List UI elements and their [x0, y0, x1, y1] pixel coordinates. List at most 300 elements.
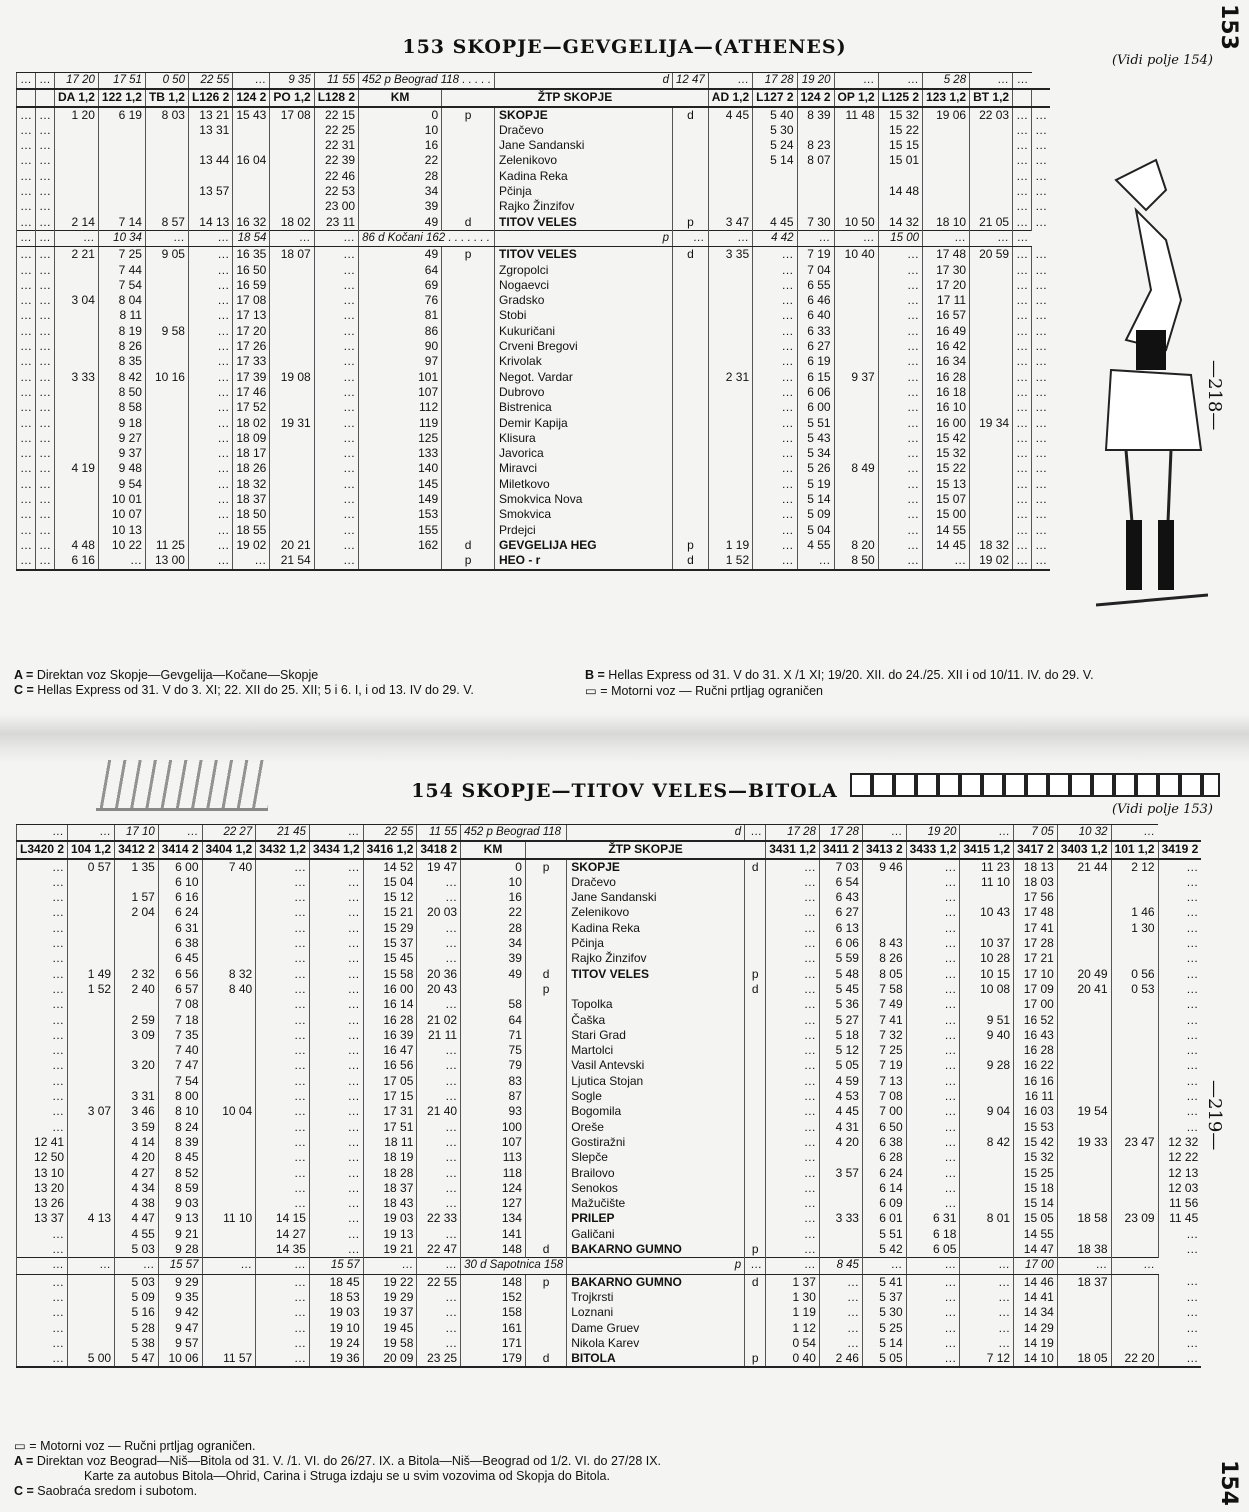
- km-cell: 39: [359, 199, 442, 214]
- km-cell: 133: [359, 446, 442, 461]
- time-cell: 5 00: [68, 1351, 115, 1367]
- time-cell: …: [1032, 477, 1051, 492]
- time-cell: [68, 1336, 115, 1351]
- time-cell: …: [417, 1321, 461, 1336]
- time-cell: …: [256, 1166, 310, 1181]
- time-cell: 19 58: [363, 1336, 417, 1351]
- time-cell: 10 08: [960, 982, 1014, 997]
- time-cell: …: [819, 1321, 862, 1336]
- time-cell: 15 29: [363, 921, 417, 936]
- station-name: Topolka: [567, 997, 745, 1012]
- time-cell: 6 14: [862, 1181, 906, 1196]
- time-cell: 22 03: [970, 107, 1013, 123]
- time-cell: …: [17, 385, 36, 400]
- time-cell: 14 55: [923, 523, 970, 538]
- time-cell: …: [188, 477, 232, 492]
- arr-dep-cell: [442, 293, 495, 308]
- time-cell: [55, 446, 99, 461]
- time-cell: …: [256, 1043, 310, 1058]
- time-cell: [970, 308, 1013, 323]
- time-cell: 5 43: [797, 431, 834, 446]
- time-cell: 9 54: [98, 477, 145, 492]
- time-cell: …: [906, 1104, 960, 1119]
- time-cell: [68, 1227, 115, 1242]
- km-cell: 125: [359, 431, 442, 446]
- time-cell: …: [417, 1135, 461, 1150]
- train-column-header: L128 2: [314, 89, 358, 106]
- table-row: [17, 477, 1051, 492]
- time-cell: …: [417, 1336, 461, 1351]
- time-cell: …: [906, 905, 960, 920]
- time-cell: …: [906, 951, 960, 966]
- time-cell: …: [753, 492, 797, 507]
- time-cell: …: [309, 1181, 363, 1196]
- time-cell: 2 59: [115, 1013, 159, 1028]
- time-cell: [1111, 1104, 1158, 1119]
- connection-cell: 17 20: [55, 73, 99, 90]
- km-cell: 97: [359, 354, 442, 369]
- time-cell: …: [753, 416, 797, 431]
- station-name: Smokvica Nova: [495, 492, 673, 507]
- time-cell: [1057, 951, 1111, 966]
- time-cell: …: [766, 967, 820, 982]
- km-cell: 158: [461, 1305, 526, 1320]
- time-cell: [145, 416, 188, 431]
- connection-cell: …: [145, 230, 188, 246]
- connection-cell: …: [1057, 1258, 1111, 1274]
- time-cell: [960, 1181, 1014, 1196]
- arr-dep-cell: [673, 324, 709, 339]
- time-cell: …: [1013, 339, 1032, 354]
- time-cell: [1111, 1043, 1158, 1058]
- time-cell: …: [17, 982, 68, 997]
- time-cell: 19 37: [363, 1305, 417, 1320]
- time-cell: 8 35: [98, 354, 145, 369]
- time-cell: …: [906, 1089, 960, 1104]
- time-cell: 20 36: [417, 967, 461, 982]
- time-cell: 5 36: [819, 997, 862, 1012]
- connection-cell: …: [256, 1258, 310, 1274]
- arr-dep-cell: [673, 431, 709, 446]
- time-cell: [233, 184, 270, 199]
- time-cell: …: [878, 507, 922, 522]
- time-cell: 13 31: [188, 123, 232, 138]
- time-cell: …: [36, 199, 55, 214]
- time-cell: 5 09: [115, 1290, 159, 1305]
- time-cell: 1 20: [55, 107, 99, 123]
- time-cell: …: [1032, 523, 1051, 538]
- arr-dep-cell: [745, 1104, 766, 1119]
- time-cell: 5 59: [819, 951, 862, 966]
- time-cell: …: [17, 1227, 68, 1242]
- station-name: HEO - r: [495, 553, 673, 569]
- time-cell: 17 26: [233, 339, 270, 354]
- time-cell: …: [766, 1028, 820, 1043]
- time-cell: [270, 308, 314, 323]
- time-cell: …: [309, 905, 363, 920]
- table-row: [17, 339, 1051, 354]
- time-cell: 2 46: [819, 1351, 862, 1367]
- table-row: [17, 247, 1051, 263]
- connection-cell: …: [115, 1258, 159, 1274]
- station-name: Javorica: [495, 446, 673, 461]
- time-cell: …: [314, 385, 358, 400]
- connection-cell: 15 57: [309, 1258, 363, 1274]
- time-cell: 21 02: [417, 1013, 461, 1028]
- time-cell: [834, 354, 878, 369]
- time-cell: 10 50: [834, 215, 878, 231]
- time-cell: 19 03: [309, 1305, 363, 1320]
- time-cell: …: [417, 1043, 461, 1058]
- time-cell: …: [17, 507, 36, 522]
- km-cell: 162: [359, 538, 442, 553]
- time-cell: 10 16: [145, 370, 188, 385]
- arr-dep-cell: [442, 477, 495, 492]
- time-cell: 21 44: [1057, 859, 1111, 875]
- time-cell: [1111, 890, 1158, 905]
- km-cell: 79: [461, 1058, 526, 1073]
- time-cell: [55, 199, 99, 214]
- time-cell: 2 31: [708, 370, 752, 385]
- time-cell: 18 11: [363, 1135, 417, 1150]
- time-cell: [270, 461, 314, 476]
- time-cell: [970, 199, 1013, 214]
- time-cell: …: [417, 1305, 461, 1320]
- table-row: [17, 153, 1051, 168]
- time-cell: 23 00: [314, 199, 358, 214]
- station-name: Kukuričani: [495, 324, 673, 339]
- time-cell: …: [17, 324, 36, 339]
- km-cell: 71: [461, 1028, 526, 1043]
- table-row: [17, 308, 1051, 323]
- connection-cell: …: [17, 1258, 68, 1274]
- time-cell: [55, 308, 99, 323]
- time-cell: …: [17, 107, 36, 123]
- arr-dep-cell: [442, 446, 495, 461]
- connection-cell: …: [673, 230, 709, 246]
- time-cell: 4 55: [797, 538, 834, 553]
- arr-dep-cell: [673, 507, 709, 522]
- time-cell: [270, 523, 314, 538]
- time-cell: …: [17, 169, 36, 184]
- time-cell: 10 22: [98, 538, 145, 553]
- connection-cell: 0 50: [145, 73, 188, 90]
- time-cell: [862, 921, 906, 936]
- connection-cell: 11 55: [314, 73, 358, 90]
- station-name: [567, 982, 745, 997]
- time-cell: …: [309, 1135, 363, 1150]
- time-cell: [68, 951, 115, 966]
- time-cell: 19 29: [363, 1290, 417, 1305]
- time-cell: [878, 169, 922, 184]
- time-cell: 14 55: [1014, 1227, 1058, 1242]
- time-cell: [970, 400, 1013, 415]
- time-cell: …: [906, 1028, 960, 1043]
- arr-dep-cell: p: [442, 247, 495, 263]
- arr-dep-cell: [442, 169, 495, 184]
- km-cell: 113: [461, 1150, 526, 1165]
- table-row: [17, 507, 1051, 522]
- time-cell: …: [309, 1120, 363, 1135]
- time-cell: [1111, 1181, 1158, 1196]
- connection-cell: 15 00: [878, 230, 922, 246]
- time-cell: 21 40: [417, 1104, 461, 1119]
- time-cell: [145, 308, 188, 323]
- table-row: [17, 967, 1202, 982]
- time-cell: 17 10: [1014, 967, 1058, 982]
- time-cell: …: [256, 951, 310, 966]
- station-name: Čaška: [567, 1013, 745, 1028]
- time-cell: …: [17, 370, 36, 385]
- time-cell: 4 27: [115, 1166, 159, 1181]
- time-cell: …: [906, 1290, 960, 1305]
- time-cell: 10 07: [98, 507, 145, 522]
- time-cell: …: [1158, 951, 1201, 966]
- time-cell: [115, 1043, 159, 1058]
- time-cell: …: [256, 982, 310, 997]
- time-cell: 22 25: [314, 123, 358, 138]
- time-cell: [55, 523, 99, 538]
- arr-dep-cell: [673, 400, 709, 415]
- time-cell: …: [314, 416, 358, 431]
- arr-dep-cell: [745, 1305, 766, 1320]
- time-cell: 4 13: [68, 1211, 115, 1226]
- time-cell: 5 03: [115, 1242, 159, 1258]
- time-cell: [708, 385, 752, 400]
- time-cell: …: [17, 1274, 68, 1290]
- time-cell: 3 33: [819, 1211, 862, 1226]
- time-cell: 9 35: [158, 1290, 202, 1305]
- arr-dep-cell: d: [525, 967, 566, 982]
- time-cell: 14 41: [1014, 1290, 1058, 1305]
- arr-dep-cell: [525, 936, 566, 951]
- time-cell: [145, 153, 188, 168]
- station-name: Negot. Vardar: [495, 370, 673, 385]
- time-cell: …: [309, 1211, 363, 1226]
- time-cell: …: [766, 921, 820, 936]
- time-cell: [834, 400, 878, 415]
- time-cell: 18 09: [233, 431, 270, 446]
- time-cell: 6 43: [819, 890, 862, 905]
- station-name: Dračevo: [567, 875, 745, 890]
- km-cell: 119: [359, 416, 442, 431]
- time-cell: 7 12: [960, 1351, 1014, 1367]
- time-cell: [270, 477, 314, 492]
- time-cell: [1111, 875, 1158, 890]
- time-cell: …: [17, 199, 36, 214]
- time-cell: [145, 431, 188, 446]
- time-cell: …: [1032, 199, 1051, 214]
- time-cell: 9 18: [98, 416, 145, 431]
- time-cell: [970, 477, 1013, 492]
- time-cell: [708, 138, 752, 153]
- time-cell: …: [1013, 308, 1032, 323]
- time-cell: 18 37: [233, 492, 270, 507]
- time-cell: 7 13: [862, 1074, 906, 1089]
- time-cell: …: [1032, 492, 1051, 507]
- time-cell: …: [417, 1196, 461, 1211]
- time-cell: …: [878, 446, 922, 461]
- time-cell: [68, 905, 115, 920]
- arr-dep-cell: [525, 1336, 566, 1351]
- time-cell: 15 14: [1014, 1196, 1058, 1211]
- time-cell: …: [766, 1166, 820, 1181]
- time-cell: [68, 1135, 115, 1150]
- time-cell: 7 49: [862, 997, 906, 1012]
- time-cell: [708, 431, 752, 446]
- time-cell: [970, 153, 1013, 168]
- time-cell: 14 15: [256, 1211, 310, 1226]
- connection-cell: …: [17, 73, 36, 90]
- station-name: Oreše: [567, 1120, 745, 1135]
- time-cell: 18 13: [1014, 859, 1058, 875]
- time-cell: [834, 263, 878, 278]
- time-cell: [862, 905, 906, 920]
- time-cell: 19 02: [970, 553, 1013, 569]
- time-cell: [68, 1043, 115, 1058]
- time-cell: [145, 123, 188, 138]
- time-cell: …: [766, 1058, 820, 1073]
- time-cell: …: [819, 1290, 862, 1305]
- arr-dep-cell: p: [442, 553, 495, 569]
- time-cell: 8 52: [158, 1166, 202, 1181]
- time-cell: [188, 199, 232, 214]
- time-cell: 2 21: [55, 247, 99, 263]
- time-cell: …: [314, 293, 358, 308]
- time-cell: …: [906, 997, 960, 1012]
- time-cell: …: [188, 308, 232, 323]
- arr-dep-cell: d: [673, 107, 709, 123]
- time-cell: 16 22: [1014, 1058, 1058, 1073]
- table-row: [17, 1181, 1202, 1196]
- time-cell: 20 03: [417, 905, 461, 920]
- station-name: Senokos: [567, 1181, 745, 1196]
- time-cell: 6 05: [906, 1242, 960, 1258]
- time-cell: [115, 936, 159, 951]
- time-cell: 5 14: [797, 492, 834, 507]
- arr-dep-cell: [442, 199, 495, 214]
- time-cell: [1057, 905, 1111, 920]
- time-cell: [834, 199, 878, 214]
- table-row: [17, 324, 1051, 339]
- time-cell: 6 40: [797, 308, 834, 323]
- time-cell: [834, 431, 878, 446]
- time-cell: …: [17, 1104, 68, 1119]
- time-cell: …: [188, 492, 232, 507]
- time-cell: [55, 169, 99, 184]
- table-row: [17, 1089, 1202, 1104]
- time-cell: …: [878, 416, 922, 431]
- time-cell: 8 05: [862, 967, 906, 982]
- time-cell: …: [256, 967, 310, 982]
- time-cell: [55, 416, 99, 431]
- time-cell: [819, 1227, 862, 1242]
- time-cell: 7 41: [862, 1013, 906, 1028]
- time-cell: 5 51: [797, 416, 834, 431]
- time-cell: …: [309, 1074, 363, 1089]
- time-cell: 8 32: [202, 967, 256, 982]
- time-cell: 9 04: [960, 1104, 1014, 1119]
- time-cell: …: [1032, 385, 1051, 400]
- time-cell: …: [256, 1336, 310, 1351]
- time-cell: [68, 921, 115, 936]
- connection-cell: …: [906, 1258, 960, 1274]
- time-cell: [1057, 1166, 1111, 1181]
- station-name: Bistrenica: [495, 400, 673, 415]
- station-name: Trojkrsti: [567, 1290, 745, 1305]
- train-column-header: L125 2: [878, 89, 922, 106]
- time-cell: …: [36, 278, 55, 293]
- time-cell: …: [417, 951, 461, 966]
- time-cell: 4 45: [753, 215, 797, 231]
- time-cell: [834, 446, 878, 461]
- time-cell: …: [1032, 215, 1051, 231]
- time-cell: [834, 507, 878, 522]
- time-cell: …: [1013, 538, 1032, 553]
- time-cell: …: [188, 247, 232, 263]
- time-cell: [270, 446, 314, 461]
- time-cell: [1111, 1336, 1158, 1351]
- arr-dep-cell: [525, 1150, 566, 1165]
- time-cell: 9 28: [960, 1058, 1014, 1073]
- time-cell: …: [314, 461, 358, 476]
- time-cell: …: [878, 523, 922, 538]
- time-cell: [202, 1120, 256, 1135]
- arr-dep-cell: [442, 308, 495, 323]
- time-cell: [145, 523, 188, 538]
- time-cell: …: [309, 1089, 363, 1104]
- time-cell: 5 16: [115, 1305, 159, 1320]
- station-column-header: ŽTP SKOPJE: [442, 89, 709, 106]
- arr-dep-cell: [442, 461, 495, 476]
- time-cell: …: [1158, 1305, 1201, 1320]
- time-cell: …: [960, 1321, 1014, 1336]
- table-row: [17, 982, 1202, 997]
- time-cell: [1111, 1305, 1158, 1320]
- time-cell: [1111, 1274, 1158, 1290]
- time-cell: [1057, 1043, 1111, 1058]
- arr-dep-cell: [673, 138, 709, 153]
- time-cell: …: [1032, 278, 1051, 293]
- time-cell: 4 38: [115, 1196, 159, 1211]
- table-153-notes-left: [14, 668, 574, 698]
- table-row: [17, 1166, 1202, 1181]
- time-cell: [960, 890, 1014, 905]
- time-cell: …: [753, 400, 797, 415]
- arr-dep-cell: [525, 1013, 566, 1028]
- arr-dep-cell: [745, 1058, 766, 1073]
- time-cell: 10 13: [98, 523, 145, 538]
- time-cell: …: [233, 553, 270, 569]
- time-cell: …: [188, 400, 232, 415]
- time-cell: [202, 905, 256, 920]
- connection-cell: …: [417, 1258, 461, 1274]
- time-cell: [923, 184, 970, 199]
- time-cell: [270, 492, 314, 507]
- note-a: A = Direktan voz Skopje—Gevgelija—Kočane—Skopje: [14, 668, 319, 682]
- time-cell: [970, 138, 1013, 153]
- time-cell: 6 50: [862, 1120, 906, 1135]
- arr-dep-cell: [673, 153, 709, 168]
- station-name: Kadina Reka: [495, 169, 673, 184]
- time-cell: …: [923, 553, 970, 569]
- connection-cell: 17 28: [766, 825, 820, 842]
- time-cell: …: [256, 1274, 310, 1290]
- time-cell: …: [188, 446, 232, 461]
- time-cell: [55, 263, 99, 278]
- km-cell: 28: [359, 169, 442, 184]
- time-cell: …: [17, 247, 36, 263]
